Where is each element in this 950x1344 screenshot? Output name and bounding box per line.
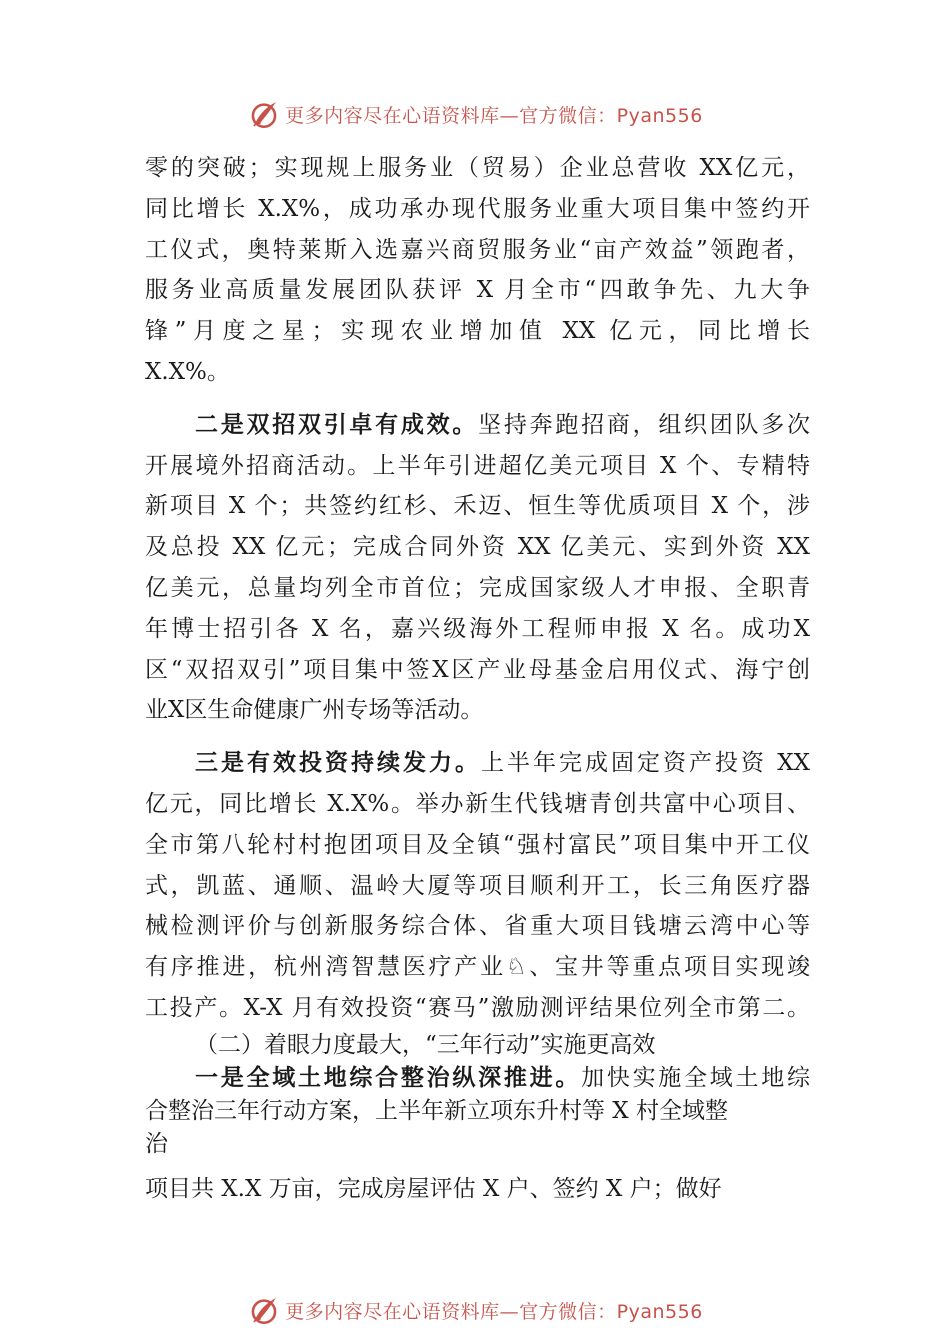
text-line: X.X%。 xyxy=(145,358,230,385)
text-line: 全市第八轮村村抱团项目及全镇“强村富民”项目集中开工仪 xyxy=(145,831,810,858)
text-line: 项目共 X.X 万亩，完成房屋评估 X 户、签约 X 户；做好 xyxy=(145,1175,722,1202)
text-line: 年博士招引各 X 名，嘉兴级海外工程师申报 X 名。成功X xyxy=(145,615,810,642)
text-line: 及总投 XX 亿元；完成合同外资 XX 亿美元、实到外资 XX xyxy=(145,534,810,561)
text-line: 业X区生命健康广州专场等活动。 xyxy=(145,697,484,724)
text-line: 治 xyxy=(145,1130,168,1157)
watermark-header xyxy=(0,94,950,134)
paragraph-lead: 一是全域土地综合整治纵深推进。 xyxy=(195,1064,582,1091)
text-line: 零的突破；实现规上服务业（贸易）企业总营收 XX亿元， xyxy=(145,155,810,181)
brush-logo-icon xyxy=(247,97,281,131)
text-line: 亿美元，总量均列全市首位；完成国家级人才申报、全职青 xyxy=(145,574,810,601)
watermark-text: 更多内容尽在心语资料库—官方微信：Pyan556 xyxy=(285,104,703,127)
text-line: 三是有效投资持续发力。上半年完成固定资产投资 XX xyxy=(195,750,810,777)
text-line: 有序推进，杭州湾智慧医疗产业♘、宝井等重点项目实现竣 xyxy=(145,954,810,981)
paragraph-3 xyxy=(145,743,810,1029)
text-line: 锋”月度之星；实现农业增加值 XX 亿元，同比增长 xyxy=(145,318,810,345)
text-line: 服务业高质量发展团队获评 X 月全市“四敢争先、九大争 xyxy=(145,277,810,304)
text-line: 工投产。X-X 月有效投资“赛马”激励测评结果位列全市第二。 xyxy=(145,994,810,1021)
paragraph-lead: 二是双招双引卓有成效。 xyxy=(195,411,479,438)
text-line: 械检测评价与创新服务综合体、省重大项目钱塘云湾中心等 xyxy=(145,913,810,940)
text-line: 新项目 X 个；共签约红杉、禾迈、恒生等优质项目 X 个，涉 xyxy=(145,493,810,520)
text-line: 一是全域土地综合整治纵深推进。加快实施全域土地综 xyxy=(195,1064,810,1091)
text-line: 式，凯蓝、通顺、温岭大厦等项目顺利开工，长三角医疗器 xyxy=(145,872,810,899)
document-body xyxy=(145,148,810,1210)
paragraph-lead: 三是有效投资持续发力。 xyxy=(195,750,481,777)
text-line: 合整治三年行动方案，上半年新立项东升村等 X 村全域整 xyxy=(145,1097,728,1124)
watermark-footer xyxy=(0,1290,950,1330)
watermark-wechat-id: Pyan556 xyxy=(616,104,703,127)
section-heading: （二）着眼力度最大，“三年行动”实施更高效 xyxy=(195,1031,656,1058)
text-line: 开展境外招商活动。上半年引进超亿美元项目 X 个、专精特 xyxy=(145,452,810,479)
text-line: 区“双招双引”项目集中签X区产业母基金启用仪式、海宁创 xyxy=(145,656,810,683)
text-line: 工仪式，奥特莱斯入选嘉兴商贸服务业“亩产效益”领跑者， xyxy=(145,236,810,263)
text-line: 二是双招双引卓有成效。坚持奔跑招商，组织团队多次 xyxy=(195,411,810,438)
watermark-wechat-id: Pyan556 xyxy=(616,1300,703,1323)
paragraph-2 xyxy=(145,405,810,731)
watermark-text: 更多内容尽在心语资料库—官方微信：Pyan556 xyxy=(285,1300,703,1323)
text-line: 同比增长 X.X%，成功承办现代服务业重大项目集中签约开 xyxy=(145,195,810,222)
text-line: 亿元，同比增长 X.X%。举办新生代钱塘青创共富中心项目、 xyxy=(145,790,810,817)
paragraph-1 xyxy=(145,148,810,393)
brush-logo-icon xyxy=(247,1293,281,1327)
paragraph-4 xyxy=(145,1062,810,1210)
